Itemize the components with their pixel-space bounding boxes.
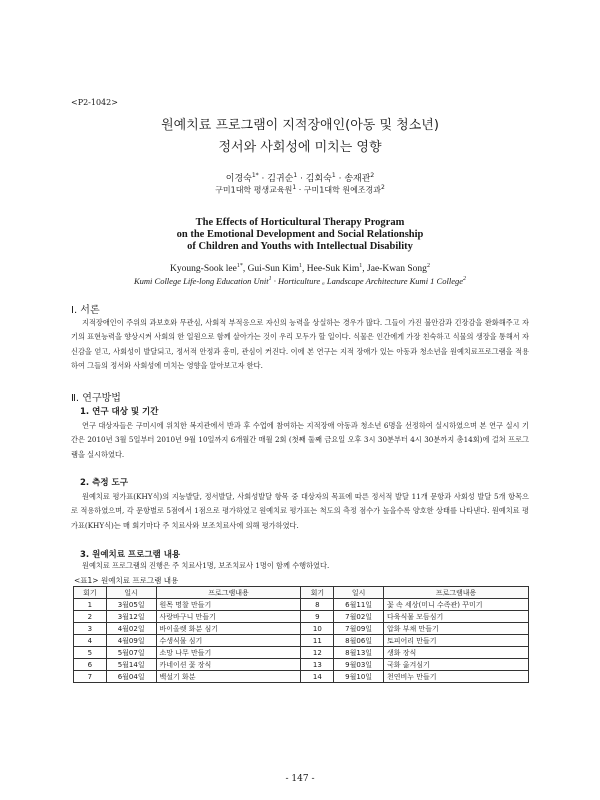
subsection-3-body: 원예치료 프로그램의 진행은 주 치료사1명, 보조치료사 1명이 함께 수행하였다. (82, 561, 330, 570)
table-row (74, 599, 529, 611)
cell-content: 국화 옮겨심기 (383, 659, 528, 671)
cell-session: 10 (301, 623, 334, 635)
affiliation-korean (0, 184, 600, 196)
author-sep: · (335, 174, 345, 184)
affil-ko-1-sup: 1 (292, 184, 297, 191)
table-row (74, 623, 529, 635)
cell-content: 사랑바구니 만들기 (156, 611, 301, 623)
cell-content: 토피어리 만들기 (383, 635, 528, 647)
cell-content: 생화 장식 (383, 647, 528, 659)
cell-session: 1 (74, 599, 107, 611)
cell-date: 3월12일 (106, 611, 156, 623)
col-header-date: 일시 (334, 587, 384, 599)
section-2-heading: Ⅱ. 연구방법 (71, 393, 121, 404)
author-ko-1: 이경숙 (225, 174, 252, 184)
affil-en-1-sup: 1 (268, 276, 272, 283)
affil-en-1: Kumi College Life-long Education Unit (133, 276, 269, 286)
subsection-1-heading: 1. 연구 대상 및 기간 (80, 407, 159, 417)
cell-session: 11 (301, 635, 334, 647)
author-en-3: Hee-Suk Kim (306, 264, 360, 275)
cell-date: 3월05일 (106, 599, 156, 611)
cell-date: 9월10일 (334, 671, 384, 683)
author-en-1-sup: 1* (236, 263, 243, 269)
subsection-2-body: 원예치료 평가표(KHY식)의 지능발달, 정서발달, 사회성발달 항목 중 대상자의 목표에 따른 정서적 발달 11개 문항과 사회성 발달 5개 항목으로 적용하였으며, 각 문항별로 5점에서 1점으로 평가하였고 원예치료 평가표는 척도의 측정 점수가 높을수록 양호한 상태를 나타낸다. 원예치료 평가표(KHY식)는 매 회기마다 주 치료사와 보조치료사에 의해 평가하였다. (71, 492, 529, 530)
subsection-3-heading: 3. 원예치료 프로그램 내용 (80, 550, 181, 560)
section-1-heading: Ⅰ. 서론 (71, 305, 100, 316)
author-ko-1-sup: 1* (251, 172, 259, 179)
author-en-2: Gui-Sun Kim (247, 264, 300, 275)
cell-content: 꽃 속 세상(미니 수족관) 꾸미기 (383, 599, 528, 611)
author-sep: · (297, 174, 306, 184)
author-sep: · (258, 174, 268, 184)
affil-ko-2-sup: 2 (381, 184, 385, 191)
cell-session: 4 (74, 635, 107, 647)
cell-content: 천연비누 만들기 (383, 671, 528, 683)
cell-session: 3 (74, 623, 107, 635)
affiliation-english (0, 276, 600, 286)
cell-session: 12 (301, 647, 334, 659)
cell-content: 백설기 화분 (156, 671, 301, 683)
title-english-line1: The Effects of Horticultural Therapy Program (195, 217, 405, 228)
cell-date: 8월06일 (334, 635, 384, 647)
cell-session: 13 (301, 659, 334, 671)
title-korean-line1: 원예치료 프로그램이 지적장애인(아동 및 청소년) (161, 118, 439, 133)
table-row (74, 611, 529, 623)
col-header-session: 회기 (74, 587, 107, 599)
author-en-sep: , (362, 264, 368, 275)
cell-session: 2 (74, 611, 107, 623)
author-en-4: Jae-Kwan Song (367, 264, 427, 275)
cell-date: 8월13일 (334, 647, 384, 659)
title-english-line2: on the Emotional Development and Social Relationship (176, 229, 424, 240)
cell-session: 7 (74, 671, 107, 683)
title-korean-line2: 정서와 사회성에 미치는 영향 (218, 140, 382, 155)
table-row (74, 635, 529, 647)
author-en-4-sup: 2 (426, 263, 430, 269)
cell-date: 6월04일 (106, 671, 156, 683)
cell-content: 압화 부채 만들기 (383, 623, 528, 635)
affil-en-2-sup: 2 (463, 276, 466, 283)
cell-session: 6 (74, 659, 107, 671)
cell-date: 4월09일 (106, 635, 156, 647)
section-1-body: 지적장애인이 주위의 과보호와 무관심, 사회적 부적응으로 자신의 능력을 상실하는 경우가 많다. 그들이 가진 불안감과 긴장감을 완화해주고 자기의 표현능력을 향상시켜 사회의 한 일원으로 함께 살아가는 것이 우리 모두가 할 일이다. 식물은 인간에게 가장 친숙하고 식물의 생장을 통해서 자신감을 얻고, 사회성이 발달되고, 정서적 안정과 흥미, 관심이 커진다. 이에 본 연구는 지적 장애가 있는 아동과 청소년을 원예치료프로그램을 적용하여 그들의 정서와 사회성에 미치는 영향을 알아보고자 한다. (71, 318, 529, 371)
cell-content: 다육식물 모듬심기 (383, 611, 528, 623)
cell-date: 9월03일 (334, 659, 384, 671)
author-en-sep: , (302, 264, 307, 275)
cell-content: 수생식물 심기 (156, 635, 301, 647)
author-ko-4-sup: 2 (370, 172, 375, 179)
table-row (74, 671, 529, 683)
col-header-date: 일시 (106, 587, 156, 599)
cell-date: 7월02일 (334, 611, 384, 623)
authors-korean (0, 171, 600, 184)
authors-english (0, 263, 600, 274)
table-caption: <표1> 원예치료 프로그램 내용 (74, 576, 179, 585)
abstract-code: <P2-1042> (71, 98, 118, 107)
affil-ko-1: 구미1대학 평생교육원 (215, 185, 293, 195)
author-en-1: Kyoung-Sook lee (170, 264, 237, 275)
subsection-1-body: 연구 대상자들은 구미시에 위치한 복지관에서 반과 후 수업에 참여하는 지적장애 아동과 청소년 6명을 선정하여 실시하였으며 본 연구 실시 기간은 2010년 3월 5일부터 2010년 9월 10일까지 6개월간 매월 2회 (첫째 둘째 금요일 오후 3시 30분부터 4시 30분까지 총14회)에 걸쳐 프로그램을 실시하였다. (71, 421, 529, 459)
author-ko-3: 김회숙 (305, 174, 332, 184)
title-english-line3: of Children and Youths with Intellectual Disability (187, 241, 413, 252)
table-row (74, 659, 529, 671)
table-header-row (74, 587, 529, 599)
table-row (74, 647, 529, 659)
cell-session: 9 (301, 611, 334, 623)
cell-content: 카네이션 꽃 장식 (156, 659, 301, 671)
col-header-content: 프로그램내용 (156, 587, 301, 599)
author-ko-2: 김귀순 (267, 174, 294, 184)
cell-content: 소망 나무 만들기 (156, 647, 301, 659)
cell-date: 6월11일 (334, 599, 384, 611)
author-ko-4: 송재관 (344, 174, 371, 184)
author-en-2-sup: 1 (299, 263, 303, 269)
cell-session: 8 (301, 599, 334, 611)
cell-session: 5 (74, 647, 107, 659)
program-table (73, 586, 529, 683)
affil-en-2: · Horticulture ₐ Landscape Architecture Kumi 1 College (271, 276, 463, 286)
author-ko-3-sup: 1 (331, 172, 336, 179)
cell-date: 4월02일 (106, 623, 156, 635)
author-en-sep: , (242, 264, 248, 275)
cell-date: 7월09일 (334, 623, 384, 635)
page-number: - 147 - (285, 774, 315, 784)
cell-content: 원목 명찰 만들기 (156, 599, 301, 611)
cell-session: 14 (301, 671, 334, 683)
col-header-content: 프로그램내용 (383, 587, 528, 599)
col-header-session: 회기 (301, 587, 334, 599)
cell-content: 바이올렛 화분 심기 (156, 623, 301, 635)
cell-date: 5월07일 (106, 647, 156, 659)
cell-date: 5월14일 (106, 659, 156, 671)
author-en-3-sup: 1 (359, 263, 363, 269)
affil-ko-2: · 구미1대학 원예조경과 (296, 185, 381, 195)
subsection-2-heading: 2. 측정 도구 (80, 478, 128, 488)
author-ko-2-sup: 1 (293, 172, 298, 179)
